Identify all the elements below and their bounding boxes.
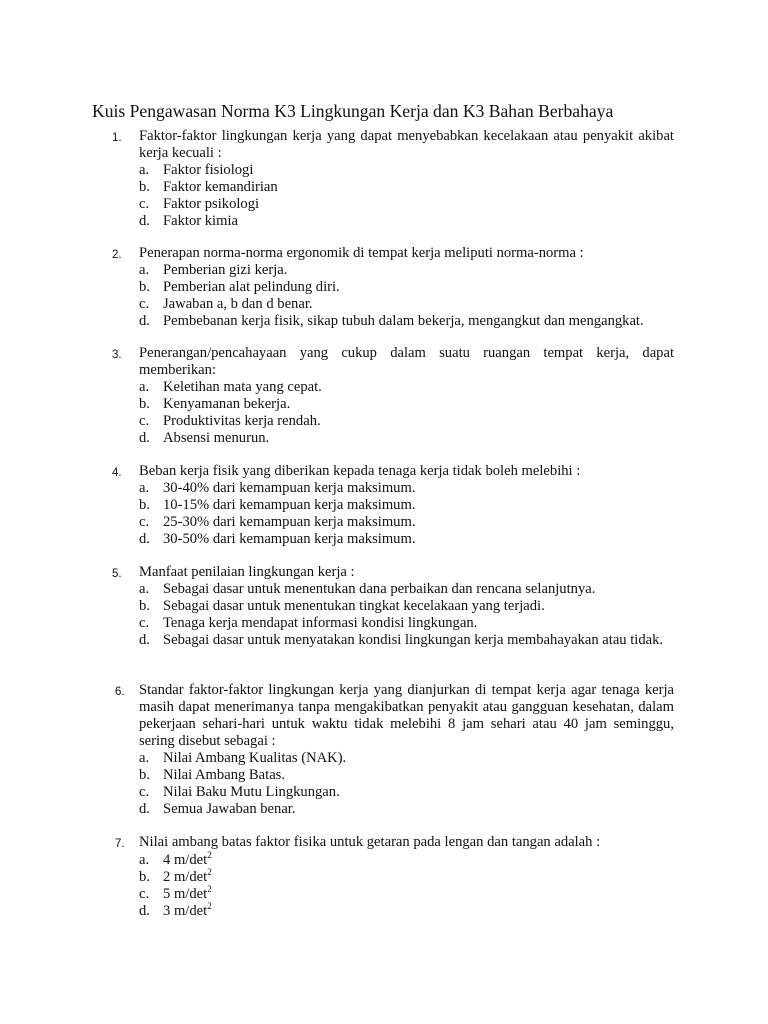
option-text: Keletihan mata yang cepat. <box>163 379 322 395</box>
option-letter: a. <box>139 750 150 766</box>
option-letter: d. <box>139 531 150 547</box>
superscript: 2 <box>207 884 212 894</box>
question-text: Faktor-faktor lingkungan kerja yang dapat menyebabkan kecelakaan atau penyakit akibat kerja kecuali : <box>139 128 674 161</box>
answer-option <box>139 581 674 598</box>
question-text: Penerapan norma-norma ergonomik di tempat kerja meliputi norma-norma : <box>139 245 584 261</box>
option-letter: c. <box>139 886 150 902</box>
option-text: Pemberian alat pelindung diri. <box>163 279 340 295</box>
superscript: 2 <box>207 867 212 877</box>
option-text: Pemberian gizi kerja. <box>163 262 288 278</box>
answer-option <box>139 179 674 196</box>
option-text: 3 m/det <box>163 903 208 919</box>
option-text: 2 m/det <box>163 869 208 885</box>
option-letter: b. <box>139 598 150 614</box>
option-letter: d. <box>139 801 150 817</box>
question-text: Manfaat penilaian lingkungan kerja : <box>139 564 355 580</box>
answer-option <box>139 886 674 903</box>
option-text: Jawaban a, b dan d benar. <box>163 296 313 312</box>
option-letter: a. <box>139 852 150 868</box>
question-text: Beban kerja fisik yang diberikan kepada tenaga kerja tidak boleh melebihi : <box>139 463 581 479</box>
option-text: Sebagai dasar untuk menentukan dana perbaikan dan rencana selanjutnya. <box>163 581 596 597</box>
option-letter: c. <box>139 413 150 429</box>
answer-option <box>139 396 674 413</box>
question-number: 1. <box>112 132 122 144</box>
option-text: Tenaga kerja mendapat informasi kondisi lingkungan. <box>163 615 478 631</box>
question-number: 5. <box>112 568 122 580</box>
option-text: Kenyamanan bekerja. <box>163 396 291 412</box>
answer-option <box>139 162 674 179</box>
option-text: Produktivitas kerja rendah. <box>163 413 321 429</box>
option-letter: a. <box>139 581 150 597</box>
option-text: Absensi menurun. <box>163 430 270 446</box>
answer-option <box>139 598 674 615</box>
option-letter: b. <box>139 497 150 513</box>
option-letter: c. <box>139 296 150 312</box>
option-letter: c. <box>139 784 150 800</box>
option-text: Faktor psikologi <box>163 196 260 212</box>
option-text: Nilai Ambang Kualitas (NAK). <box>163 750 347 766</box>
option-letter: c. <box>139 514 150 530</box>
option-text: Sebagai dasar untuk menyatakan kondisi lingkungan kerja membahayakan atau tidak. <box>163 632 664 648</box>
option-text: Semua Jawaban benar. <box>163 801 296 817</box>
answer-option <box>139 903 674 920</box>
superscript: 2 <box>207 901 212 911</box>
answer-option <box>139 279 674 296</box>
option-text: 25-30% dari kemampuan kerja maksimum. <box>163 514 416 530</box>
option-text: 4 m/det <box>163 852 208 868</box>
option-letter: d. <box>139 313 150 329</box>
document-title: Kuis Pengawasan Norma K3 Lingkungan Kerja dan K3 Bahan Berbahaya <box>92 101 614 121</box>
answer-option <box>139 531 674 548</box>
option-text: 30-50% dari kemampuan kerja maksimum. <box>163 531 416 547</box>
answer-option <box>139 784 674 801</box>
answer-option <box>139 480 674 497</box>
answer-option <box>139 413 674 430</box>
option-text: 5 m/det <box>163 886 208 902</box>
option-letter: a. <box>139 262 150 278</box>
option-text: 10-15% dari kemampuan kerja maksimum. <box>163 497 416 513</box>
question-number: 4. <box>112 467 122 479</box>
option-letter: b. <box>139 179 150 195</box>
option-text: Faktor kimia <box>163 213 238 229</box>
option-letter: d. <box>139 430 150 446</box>
option-letter: c. <box>139 196 150 212</box>
option-text: Faktor kemandirian <box>163 179 278 195</box>
option-text: Sebagai dasar untuk menentukan tingkat kecelakaan yang terjadi. <box>163 598 545 614</box>
answer-option <box>139 615 674 632</box>
superscript: 2 <box>207 850 212 860</box>
answer-option <box>139 379 674 396</box>
question-number: 7. <box>115 838 125 850</box>
option-letter: b. <box>139 869 150 885</box>
answer-option <box>139 262 674 279</box>
answer-option <box>139 313 674 330</box>
answer-option <box>139 296 674 313</box>
option-text: Nilai Ambang Batas. <box>163 767 286 783</box>
answer-option <box>139 514 674 531</box>
option-letter: a. <box>139 379 150 395</box>
question-number: 6. <box>115 686 125 698</box>
option-letter: d. <box>139 903 150 919</box>
option-letter: d. <box>139 213 150 229</box>
option-letter: b. <box>139 279 150 295</box>
option-text: Pembebanan kerja fisik, sikap tubuh dalam bekerja, mengangkut dan mengangkat. <box>163 313 644 329</box>
answer-option <box>139 430 674 447</box>
option-letter: b. <box>139 767 150 783</box>
option-text: 30-40% dari kemampuan kerja maksimum. <box>163 480 416 496</box>
answer-option <box>139 869 674 886</box>
option-text: Nilai Baku Mutu Lingkungan. <box>163 784 340 800</box>
option-text: Faktor fisiologi <box>163 162 254 178</box>
question-text: Penerangan/pencahayaan yang cukup dalam suatu ruangan tempat kerja, dapat memberikan: <box>139 345 674 378</box>
question-number: 2. <box>112 249 122 261</box>
answer-option <box>139 196 674 213</box>
option-letter: a. <box>139 162 150 178</box>
option-letter: d. <box>139 632 150 648</box>
option-letter: a. <box>139 480 150 496</box>
answer-option <box>139 852 674 869</box>
question-text: Nilai ambang batas faktor fisika untuk getaran pada lengan dan tangan adalah : <box>139 834 601 850</box>
answer-option <box>139 750 674 767</box>
answer-option <box>139 632 674 649</box>
option-letter: c. <box>139 615 150 631</box>
question-number: 3. <box>112 349 122 361</box>
question-text: Standar faktor-faktor lingkungan kerja yang dianjurkan di tempat kerja agar tenaga kerja masih dapat menerimanya tanpa mengakibatkan penyakit atau gangguan kesehatan, dalam pekerjaan sehari-hari untuk waktu tidak melebihi 8 jam sehari atau 40 jam seminggu, sering disebut sebagai : <box>139 682 674 749</box>
option-letter: b. <box>139 396 150 412</box>
answer-option <box>139 767 674 784</box>
answer-option <box>139 213 674 230</box>
answer-option <box>139 801 674 818</box>
answer-option <box>139 497 674 514</box>
